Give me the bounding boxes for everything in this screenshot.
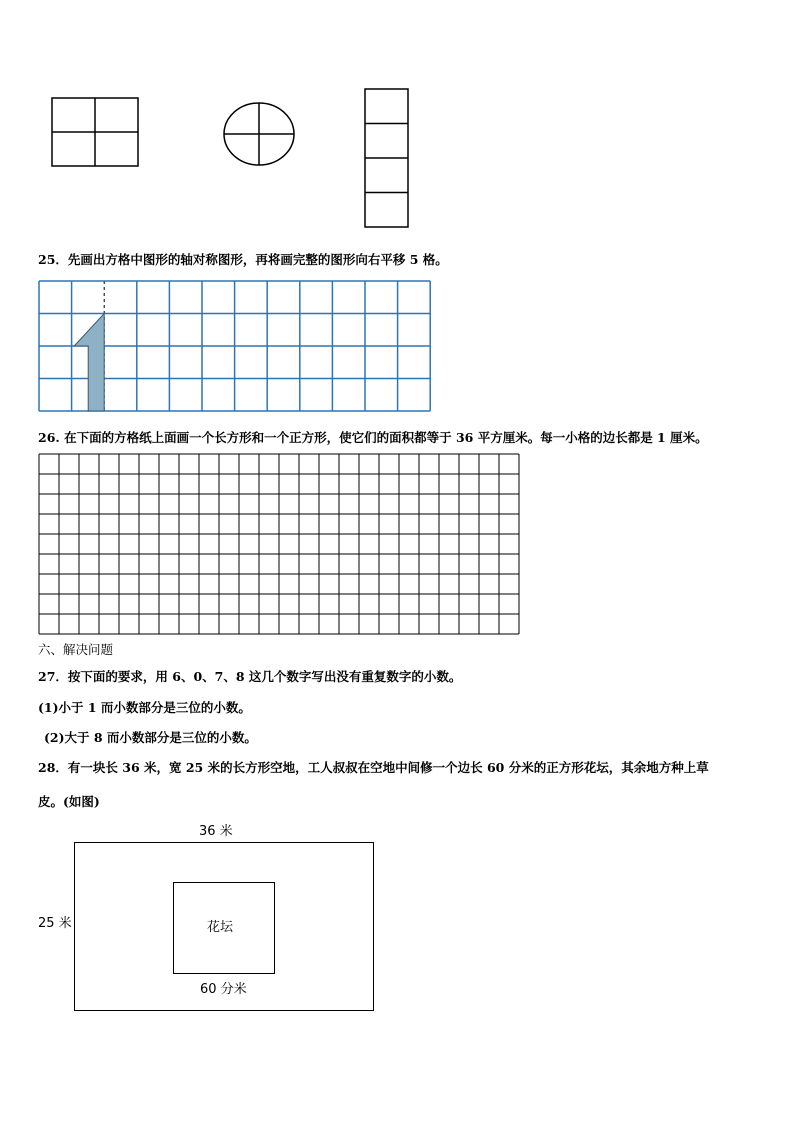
width-label: 25 米 [38,916,72,931]
flower-bed-side-label: 60 分米 [200,982,247,997]
question-27-part-2: (2)大于 8 而小数部分是三位的小数。 [44,730,257,745]
question-28-text-line-1: 28．有一块长 36 米，宽 25 米的长方形空地，工人叔叔在空地中间修一个边长 60 分米的正方形花坛，其余地方种上草 [38,760,709,775]
question-27-part-1: (1)小于 1 而小数部分是三位的小数。 [38,700,251,715]
question-26-text: 26. 在下面的方格纸上面画一个长方形和一个正方形，使它们的面积都等于 36 平方厘米。每一小格的边长都是 1 厘米。 [38,430,708,445]
question-27-text: 27．按下面的要求，用 6、0、7、8 这几个数字写出没有重复数字的小数。 [38,669,462,684]
question-28-text-line-2: 皮。(如图) [38,794,100,809]
section-title: 六、解决问题 [38,642,114,657]
length-label: 36 米 [199,824,233,839]
flower-bed-label: 花坛 [207,920,234,935]
question-25-text: 25．先画出方格中图形的轴对称图形，再将画完整的图形向右平移 5 格。 [38,252,448,267]
